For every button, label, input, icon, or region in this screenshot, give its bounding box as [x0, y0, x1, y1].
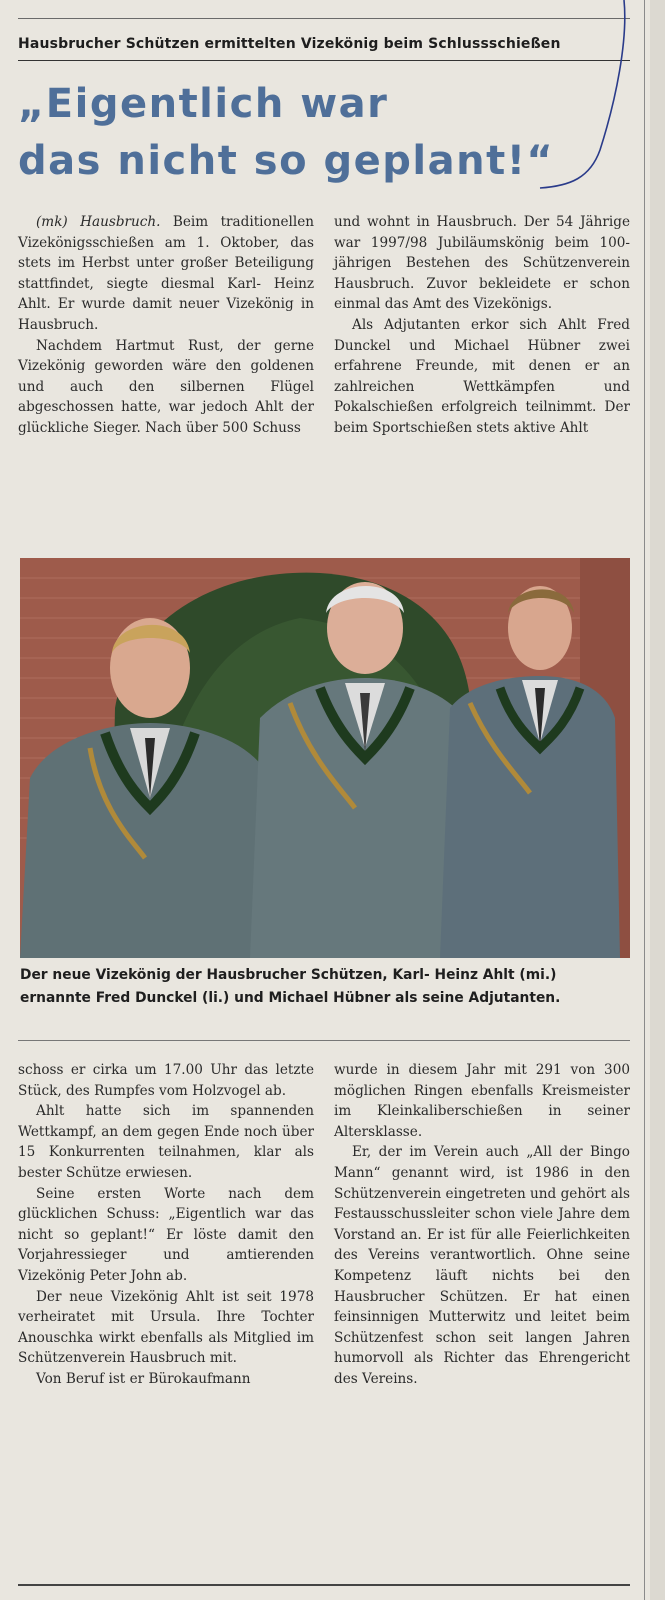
- photo-three-men-in-uniform: [20, 558, 630, 958]
- paragraph: Ahlt hatte sich im spannenden Wettkampf, an dem gegen Ende noch über 15 Konkurrenten teilnahmen, klar als bester Schütze erwiesen.: [18, 1103, 314, 1181]
- dateline: (mk) Hausbruch.: [36, 214, 161, 230]
- text-column-4: [334, 1060, 630, 1390]
- paragraph: Der neue Vizekönig Ahlt ist seit 1978 verheiratet mit Ursula. Ihre Tochter Anouschka wirkt ebenfalls als Mitglied im Schützenverein Hausbruch mit.: [18, 1288, 314, 1367]
- headline-line-2: das nicht so geplant!“: [18, 138, 555, 184]
- paragraph: [18, 212, 314, 336]
- headline-line-1: „Eigentlich war: [18, 81, 389, 127]
- photo-illustration: [20, 558, 630, 958]
- paragraph: und wohnt in Hausbruch. Der 54 Jährige war 1997/98 Jubiläumskönig beim 100-jährigen Bestehen des Schützenverein Hausbruch. Zuvor bekleidete er schon einmal das Amt des Vizekönigs.: [334, 214, 630, 313]
- photo-caption: Der neue Vizekönig der Hausbrucher Schützen, Karl- Heinz Ahlt (mi.) ernannte Fred Dunckel (li.) und Michael Hübner als seine Adjutanten.: [20, 967, 561, 1006]
- caption-rule: [18, 1040, 630, 1041]
- text-column-2: [334, 212, 630, 439]
- paragraph: Von Beruf ist er Bürokaufmann: [36, 1370, 251, 1387]
- paragraph: Seine ersten Worte nach dem glücklichen Schuss: „Eigentlich war das nicht so geplant!“ Er löste damit den Vorjahressieger und amtierenden Vizekönig Peter John ab.: [18, 1185, 314, 1284]
- paragraph: Nachdem Hartmut Rust, der gerne Vizekönig geworden wäre den goldenen und auch den silbernen Flügel abgeschossen hatte, war jedoch Ahlt der glückliche Sieger. Nach über 500 Schuss: [18, 337, 314, 436]
- adjacent-article-fragment: [640, 0, 665, 1600]
- paragraph-text: Beim traditionellen Vizekönigsschießen am 1. Oktober, das stets im Herbst unter großer Beteiligung stattfindet, siegte diesmal Karl- Heinz Ahlt. Er wurde damit neuer Vizekönig in Hausbruch.: [18, 214, 314, 333]
- paragraph: wurde in diesem Jahr mit 291 von 300 möglichen Ringen ebenfalls Kreismeister im Kleinkaliberschießen in seiner Altersklasse.: [334, 1062, 630, 1140]
- paragraph: Als Adjutanten erkor sich Ahlt Fred Dunckel und Michael Hübner zwei erfahrene Freunde, mit denen er an zahlreichen Wettkämpfen und Pokalschießen erfolgreich teilnimmt. Der beim Sportschießen stets aktive Ahlt: [334, 316, 630, 436]
- kicker-line: Hausbrucher Schützen ermittelten Vizekönig beim Schlussschießen: [18, 36, 561, 52]
- paragraph: schoss er cirka um 17.00 Uhr das letzte Stück, des Rumpfes vom Holzvogel ab.: [18, 1062, 314, 1099]
- bottom-rule: [18, 1584, 630, 1586]
- text-column-3: [18, 1060, 314, 1390]
- pen-stroke-annotation: [0, 0, 665, 200]
- paragraph: Er, der im Verein auch „All der Bingo Mann“ genannt wird, ist 1986 in den Schützenverein eingetreten und gehört als Festausschussleiter schon viele Jahre dem Vorstand an. Er ist für alle Feierlichkeiten des Vereins verantwortlich. Ohne seine Kompetenz läuft nichts bei den Hausbrucher Schützen. Er hat einen feinsinnigen Mutterwitz und leitet beim Schützenfest schon seit langen Jahren humorvoll als Richter das Ehrengericht des Vereins.: [334, 1144, 630, 1387]
- text-column-1: [18, 212, 314, 439]
